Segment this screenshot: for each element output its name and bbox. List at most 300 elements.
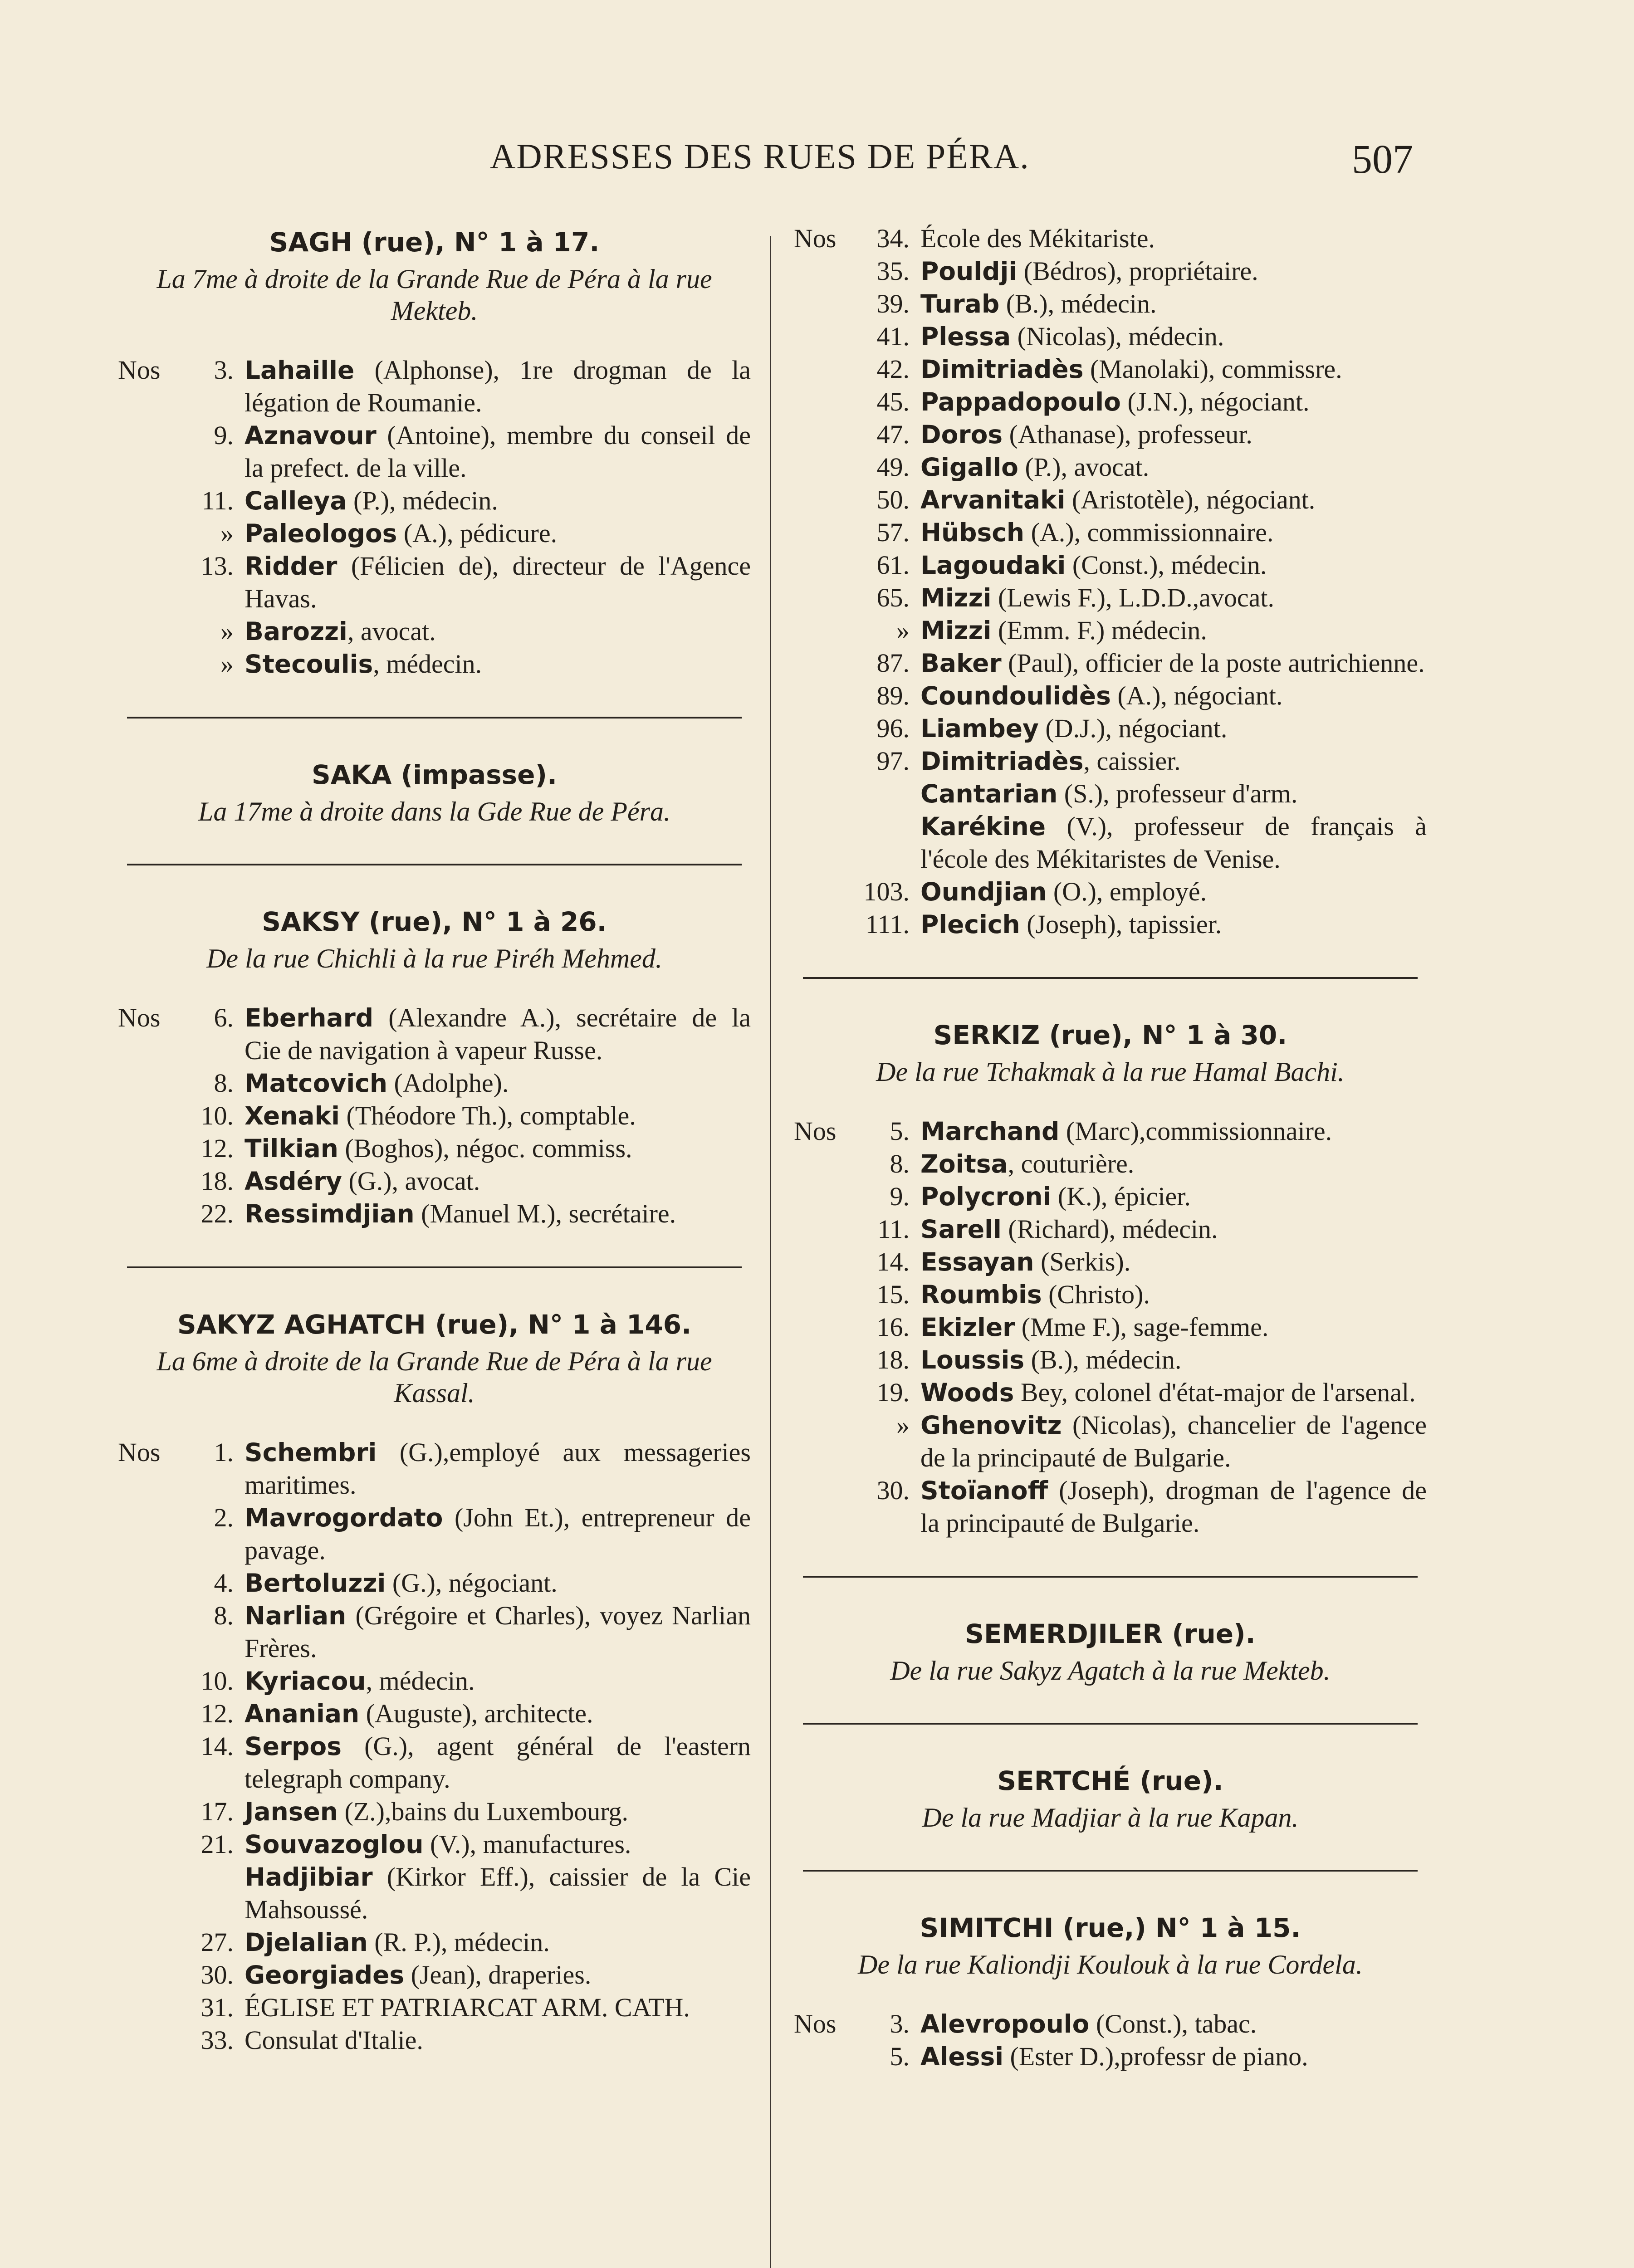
resident-name: Ekizler [920,1313,1015,1342]
address-entry [794,1115,1427,1148]
address-entry [118,1991,751,2024]
entry-prefix [794,320,855,353]
resident-name: Arvanitaki [920,485,1066,514]
house-number: 87. [876,648,910,678]
resident-details: (Félicien de), directeur de l'Agence Havas. [245,551,751,613]
resident-details: (Kirkor Eff.), caissier de la Cie Mahsoussé. [245,1862,751,1924]
entry-prefix [794,1278,855,1311]
resident-name: Pappadopoulo [920,387,1121,416]
house-number: 11. [201,486,234,515]
street-section [118,906,751,1230]
resident-name: Jansen [245,1797,338,1826]
entry-prefix [794,1180,855,1213]
entry-prefix [118,1959,179,1991]
entry-prefix [794,582,855,614]
entry-prefix [118,1567,179,1599]
resident-details: (Manuel M.), secrétaire. [414,1199,676,1228]
house-number: 47. [876,420,910,449]
entry-prefix [118,550,179,615]
address-entry [794,1376,1427,1409]
resident-name: Eberhard [245,1003,374,1032]
resident-details: (Boghos), négoc. commiss. [338,1134,632,1163]
entry-text [920,255,1427,288]
address-entry [118,1697,751,1730]
entry-prefix [794,875,855,908]
resident-name: Coundoulidès [920,681,1111,710]
entry-text [245,1599,751,1665]
address-entry [794,1148,1427,1180]
resident-name: Calleya [245,486,347,515]
resident-details: (Joseph), tapissier. [1020,909,1222,939]
resident-details: (R. P.), médecin. [367,1927,550,1957]
resident-details: (D.J.), négociant. [1038,714,1228,743]
resident-name: Dimitriadès [920,355,1084,384]
street-section [118,759,751,827]
address-entry [118,1828,751,1861]
house-number: 22. [201,1199,234,1228]
house-number: 111. [865,909,910,939]
entry-prefix [118,615,179,648]
entry-prefix [118,419,179,484]
house-number: 5. [890,1116,910,1146]
resident-details: (Nicolas), médecin. [1011,322,1224,351]
entry-text [245,354,751,419]
street-section [794,222,1427,941]
address-entry [118,1165,751,1198]
entry-prefix [118,1861,179,1926]
resident-details: (V.), professeur de français à l'école des Mékitaristes de Venise. [920,811,1427,874]
house-number: 18. [201,1166,234,1196]
entry-text [245,1567,751,1599]
entry-prefix [118,1991,179,2024]
entry-text [920,2008,1427,2040]
resident-details: (P.), avocat. [1018,452,1150,482]
house-number: 103. [863,877,910,906]
resident-details: , couturière. [1008,1149,1135,1178]
house-number: 5. [890,2042,910,2071]
street-description: De la rue Madjiar à la rue Kapan. [922,1803,1299,1833]
resident-details: , avocat. [347,616,436,646]
house-number: 6. [214,1003,234,1032]
resident-details: (G.),employé aux messageries maritimes. [245,1437,751,1500]
house-number [855,810,920,875]
address-entry [794,549,1427,582]
resident-name: Mavrogordato [245,1503,443,1532]
resident-details: (K.), épicier. [1051,1182,1191,1211]
address-list [794,2008,1427,2073]
entry-prefix [794,386,855,418]
resident-details: (Joseph), drogman de l'agence de la principauté de Bulgarie. [920,1476,1427,1538]
address-entry [118,550,751,615]
resident-details: (Marc),commissionnaire. [1059,1116,1332,1146]
entry-text [920,386,1427,418]
house-number: 8. [214,1601,234,1630]
resident-name: Alessi [920,2042,1004,2071]
house-number: » [220,518,234,548]
resident-details: (John Et.), entrepreneur de pavage. [245,1503,751,1565]
house-number: 14. [201,1731,234,1761]
entry-prefix [794,1376,855,1409]
entry-text [245,1501,751,1567]
entry-prefix: Nos [794,224,837,253]
section-separator [127,717,742,719]
street-description: La 17me à droite dans la Gde Rue de Péra. [198,797,670,826]
entry-text [920,582,1427,614]
address-entry [118,1501,751,1567]
resident-details: (B.), médecin. [1024,1345,1182,1374]
resident-name: Essayan [920,1247,1034,1276]
entry-prefix [794,777,855,810]
resident-name: Oundjian [920,877,1047,906]
entry-prefix [118,1926,179,1959]
address-entry [794,418,1427,451]
address-entry [794,1180,1427,1213]
resident-details: (Nicolas), chancelier de l'agence de la principauté de Bulgarie. [920,1410,1427,1472]
entry-text [920,908,1427,941]
resident-name: Hadjibiar [245,1862,373,1892]
entry-prefix [794,712,855,745]
resident-details: , médecin. [373,649,482,679]
house-number: » [220,649,234,679]
entry-text [920,810,1427,875]
address-entry [118,1100,751,1132]
resident-name: Ridder [245,552,338,581]
street-title: SAKA (impasse). [311,759,558,790]
house-number: 31. [201,1993,234,2022]
address-entry [794,614,1427,647]
entry-prefix [794,451,855,484]
resident-name: Schembri [245,1438,377,1467]
address-entry [794,1344,1427,1376]
entry-text [245,1697,751,1730]
resident-name: Barozzi [245,617,347,646]
entry-text [245,1828,751,1861]
resident-details: (P.), médecin. [347,486,498,515]
resident-details: (Antoine), membre du conseil de la prefect. de la ville. [245,420,751,483]
entry-text [245,1795,751,1828]
resident-details: (Jean), draperies. [404,1960,592,1989]
house-number: 42. [876,354,910,384]
resident-name: Djelalian [245,1928,368,1957]
resident-name: Karékine [920,812,1046,841]
resident-name: Stecoulis [245,650,373,679]
resident-name: Marchand [920,1117,1060,1146]
address-entry [794,582,1427,614]
address-entry [118,419,751,484]
resident-name: Bertoluzzi [245,1569,386,1598]
address-entry [794,1409,1427,1474]
entry-text [245,1991,751,2024]
entry-text [920,1180,1427,1213]
entry-prefix [794,1213,855,1246]
street-section [794,1618,1427,1686]
street-description: La 7me à droite de la Grande Rue de Péra à la rue Mekteb. [157,264,712,326]
house-number: 35. [876,256,910,286]
resident-details: (Alphonse), 1re drogman de la légation de Roumanie. [245,355,751,417]
house-number: 3. [214,355,234,385]
entry-text [245,484,751,517]
house-number: 13. [201,551,234,581]
resident-details: (V.), manufactures. [423,1829,631,1859]
resident-name: Cantarian [920,779,1058,808]
resident-name: Stoïanoff [920,1476,1048,1505]
street-title: SERKIZ (rue), N° 1 à 30. [933,1020,1287,1051]
resident-name: Ghenovitz [920,1411,1062,1440]
resident-details: (Théodore Th.), comptable. [339,1101,636,1130]
entry-text [245,1926,751,1959]
street-title: SIMITCHI (rue,) N° 1 à 15. [920,1912,1301,1943]
address-entry [794,777,1427,810]
entry-text [920,516,1427,549]
house-number [179,1861,245,1926]
resident-name: Asdéry [245,1167,342,1196]
address-entry [118,1567,751,1599]
right-column [794,222,1427,2073]
entry-prefix [118,1132,179,1165]
address-entry [794,386,1427,418]
resident-name: Liambey [920,714,1039,743]
address-entry [118,1002,751,1067]
house-number: 19. [876,1378,910,1407]
address-entry [118,1198,751,1230]
entry-prefix [794,1311,855,1344]
address-list [794,222,1427,941]
entry-text [245,2024,751,2057]
house-number: 97. [876,746,910,776]
entry-prefix [118,1665,179,1697]
column-divider [770,236,771,2268]
resident-details: (Christo). [1042,1280,1150,1309]
entry-text [920,320,1427,353]
entry-text [245,550,751,615]
entry-text [245,419,751,484]
resident-name: Doros [920,420,1003,449]
house-number: 9. [214,420,234,450]
entry-prefix [794,647,855,679]
entry-prefix [118,1165,179,1198]
entry-prefix [118,1067,179,1100]
street-section [794,1912,1427,2073]
entry-prefix [794,353,855,386]
street-section [118,1309,751,2057]
house-number: 61. [876,550,910,580]
entry-text [245,615,751,648]
house-number: 34. [876,224,910,253]
resident-details: (Z.),bains du Luxembourg. [338,1797,628,1826]
address-entry [118,1795,751,1828]
address-entry [118,2024,751,2057]
entry-prefix [118,1697,179,1730]
address-entry [118,648,751,680]
address-entry [794,875,1427,908]
resident-details: (S.), professeur d'arm. [1057,779,1298,808]
left-column [118,222,751,2057]
entry-text [245,1165,751,1198]
resident-name: Tilkian [245,1134,338,1163]
resident-name: Kyriacou [245,1667,366,1696]
resident-name: Gigallo [920,453,1018,482]
resident-details: (Const.), médecin. [1066,550,1267,580]
resident-name: Paleologos [245,519,397,548]
entry-text [245,1436,751,1501]
house-number: 49. [876,452,910,482]
address-entry [118,1959,751,1991]
entry-prefix [794,1344,855,1376]
entry-prefix [794,484,855,516]
house-number: 10. [201,1666,234,1696]
entry-text [920,1213,1427,1246]
entry-text [920,484,1427,516]
house-number: 10. [201,1101,234,1130]
entry-prefix [118,1198,179,1230]
address-entry [794,222,1427,255]
address-entry [794,1311,1427,1344]
resident-name: Ananian [245,1699,360,1728]
address-entry [794,679,1427,712]
resident-details: (G.), agent général de l'eastern telegraph company. [245,1731,751,1794]
entry-text [245,1861,751,1926]
resident-details: (A.), négociant. [1111,681,1283,710]
house-number: 14. [876,1247,910,1276]
address-entry [794,451,1427,484]
entry-text [920,2040,1427,2073]
entry-prefix [118,1730,179,1795]
entry-text [245,1959,751,1991]
address-entry [794,2040,1427,2073]
resident-name: Roumbis [920,1280,1042,1309]
resident-name: Zoitsa [920,1149,1008,1178]
entry-text [245,1002,751,1067]
entry-prefix [794,288,855,320]
house-number: 16. [876,1312,910,1342]
resident-name: Lahaille [245,356,355,385]
entry-prefix [118,2024,179,2057]
address-entry [794,353,1427,386]
resident-details: (Ester D.),professr de piano. [1003,2042,1308,2071]
house-number: 30. [201,1960,234,1989]
resident-details: École des Mékitariste. [920,224,1155,253]
resident-name: Turab [920,289,1000,318]
entry-prefix [118,517,179,550]
resident-details: (Mme F.), sage-femme. [1015,1312,1269,1342]
entry-prefix: Nos [118,1437,161,1467]
resident-details: Consulat d'Italie. [245,2025,423,2055]
house-number: 8. [890,1149,910,1178]
address-entry [794,516,1427,549]
entry-text [920,1344,1427,1376]
resident-details: (Const.), tabac. [1089,2009,1257,2038]
resident-details: (Manolaki), commissre. [1083,354,1342,384]
resident-details: (Richard), médecin. [1001,1214,1218,1244]
street-title: SAGH (rue), N° 1 à 17. [269,227,600,258]
resident-name: Plecich [920,910,1020,939]
house-number: 50. [876,485,910,514]
entry-prefix [794,2040,855,2073]
entry-text [920,745,1427,777]
entry-prefix [794,1409,855,1474]
resident-details: (Alexandre A.), secrétaire de la Cie de navigation à vapeur Russe. [245,1003,751,1065]
resident-details: (G.), négociant. [386,1568,558,1598]
entry-text [920,712,1427,745]
resident-details: (A.), commissionnaire. [1024,518,1274,547]
entry-prefix [794,614,855,647]
resident-details: Bey, colonel d'état-major de l'arsenal. [1014,1378,1416,1407]
house-number: 45. [876,387,910,416]
entry-text [920,549,1427,582]
resident-name: Alevropoulo [920,2009,1090,2038]
entry-prefix [118,1501,179,1567]
resident-name: Matcovich [245,1069,387,1098]
resident-details: , caissier. [1083,746,1181,776]
house-number: 39. [876,289,910,318]
entry-prefix [118,1599,179,1665]
entry-prefix [794,679,855,712]
entry-prefix [794,810,855,875]
entry-prefix [794,549,855,582]
street-description: De la rue Tchakmak à la rue Hamal Bachi. [876,1057,1345,1087]
resident-details: (Auguste), architecte. [359,1699,593,1728]
resident-details: (Athanase), professeur. [1003,420,1252,449]
street-section [794,1020,1427,1540]
resident-details: (J.N.), négociant. [1120,387,1310,416]
entry-text [920,222,1427,255]
entry-text [920,1148,1427,1180]
address-entry [118,1926,751,1959]
resident-name: Mizzi [920,616,992,645]
resident-details: (A.), pédicure. [397,518,558,548]
address-entry [794,1474,1427,1540]
address-entry [118,1861,751,1926]
house-number: » [896,616,910,645]
house-number [855,777,920,810]
entry-text [920,679,1427,712]
address-entry [794,647,1427,679]
entry-prefix [794,1474,855,1540]
house-number: 17. [201,1797,234,1826]
section-separator [127,864,742,865]
street-title: SAKYZ AGHATCH (rue), N° 1 à 146. [177,1309,692,1340]
resident-name: Mizzi [920,583,992,612]
house-number: 65. [876,583,910,612]
resident-details: ÉGLISE ET PATRIARCAT ARM. CATH. [245,1993,690,2022]
resident-name: Hübsch [920,518,1025,547]
address-entry [118,484,751,517]
address-entry [118,1067,751,1100]
address-entry [118,354,751,419]
resident-name: Georgiades [245,1960,405,1989]
house-number: 41. [876,322,910,351]
entry-prefix: Nos [118,355,161,385]
entry-text [920,1278,1427,1311]
address-list [118,1002,751,1230]
address-list [118,1436,751,2057]
address-entry [794,712,1427,745]
entry-text [920,1409,1427,1474]
address-entry [794,908,1427,941]
entry-text [245,1067,751,1100]
house-number: 30. [876,1476,910,1505]
address-list [794,1115,1427,1540]
resident-name: Narlian [245,1601,347,1630]
resident-details: (Serkis). [1034,1247,1131,1276]
house-number: 12. [201,1134,234,1163]
resident-details: (B.), médecin. [999,289,1157,318]
entry-prefix [794,745,855,777]
house-number: 96. [876,714,910,743]
entry-text [920,777,1427,810]
address-entry [794,320,1427,353]
resident-details: (O.), employé. [1047,877,1207,906]
